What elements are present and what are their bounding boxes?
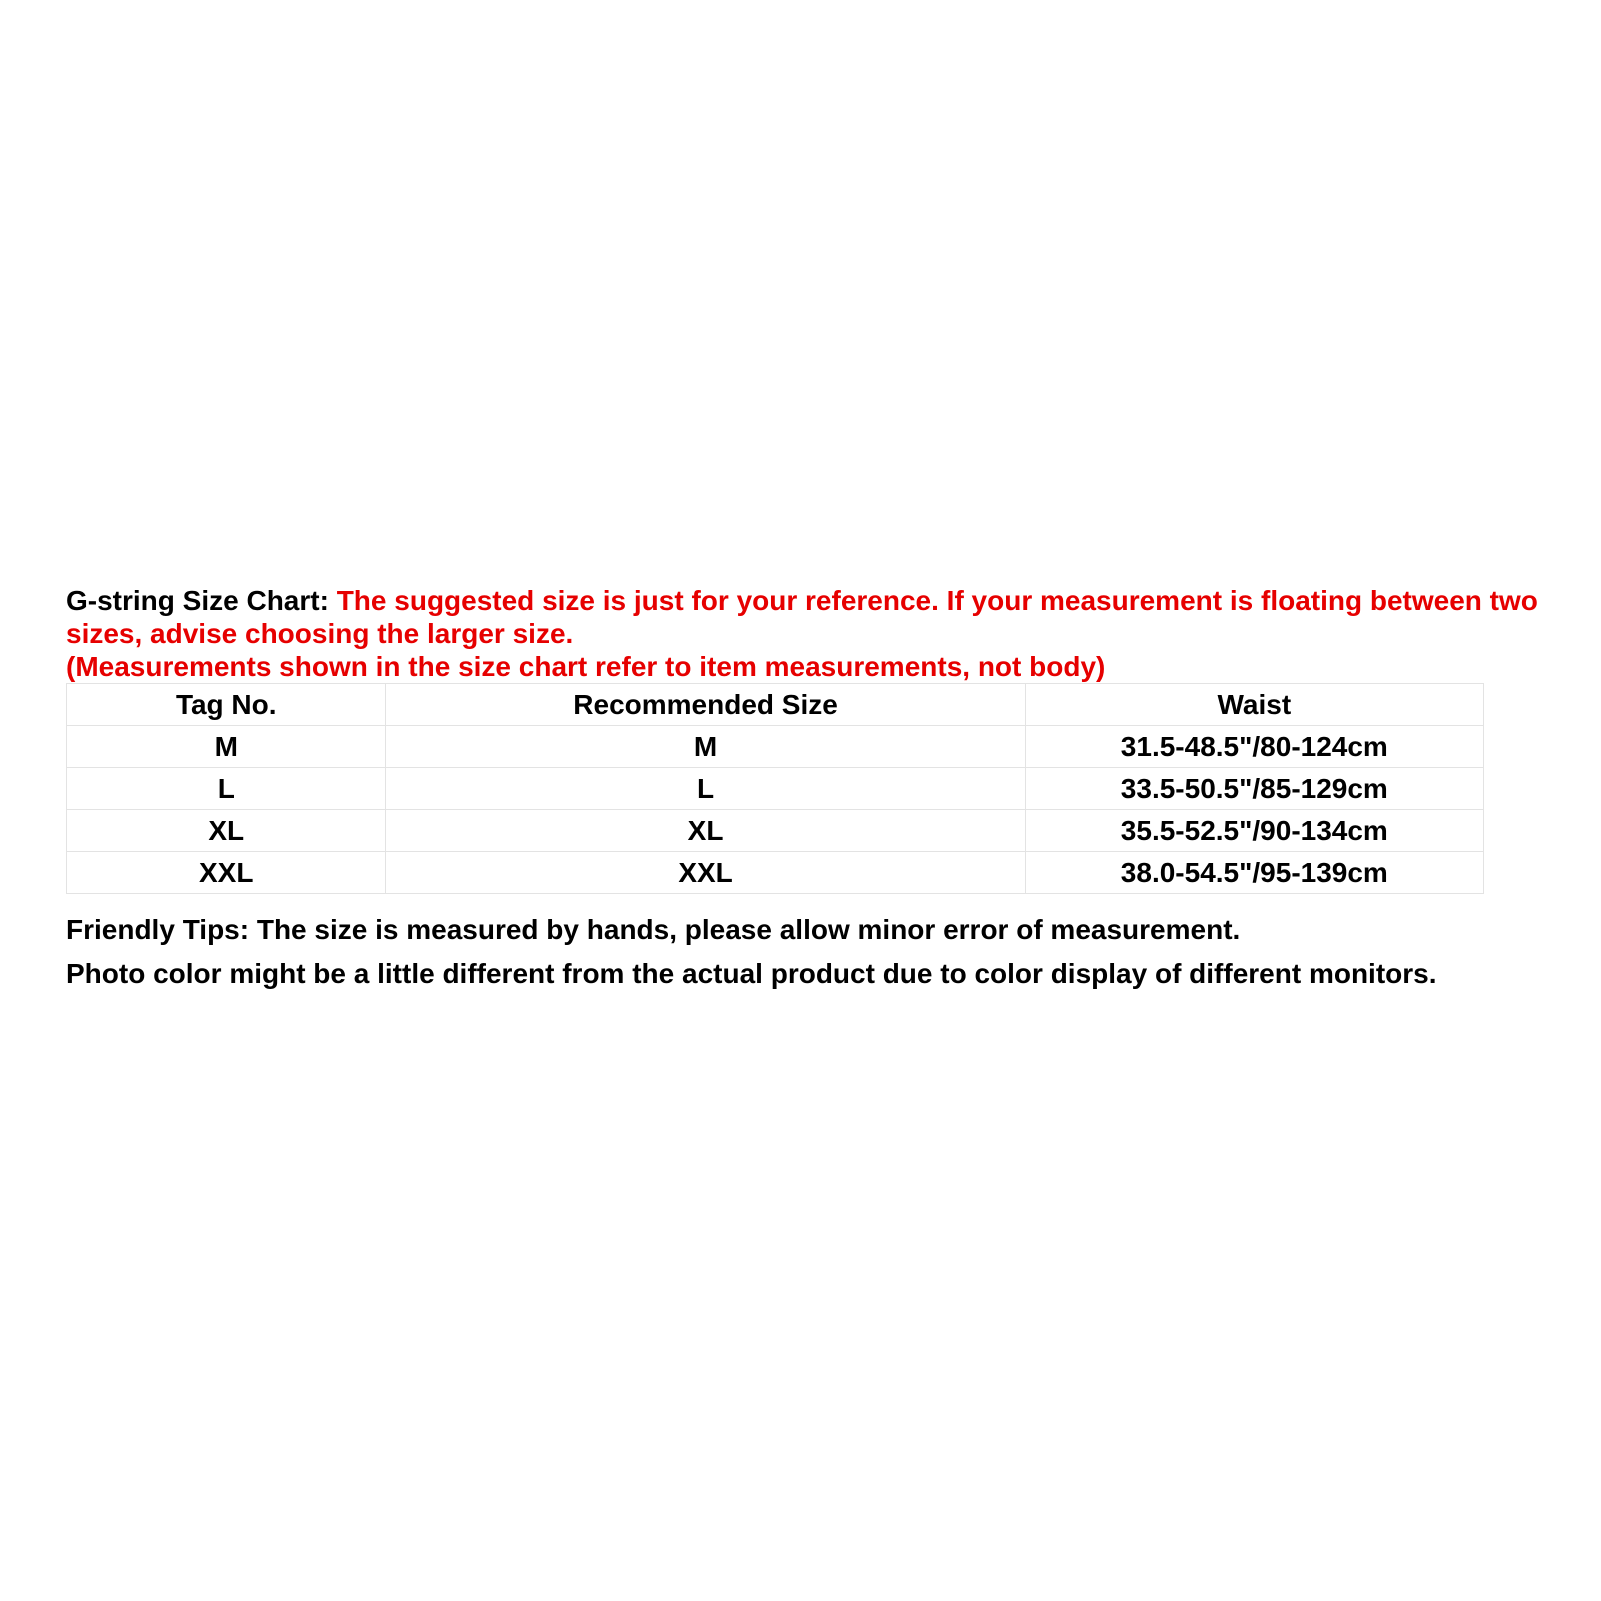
recommended-size-cell: M xyxy=(386,726,1025,768)
recommended-size-cell: XL xyxy=(386,810,1025,852)
tips-line-photo-color: Photo color might be a little different from the actual product due to color display of different monitors. xyxy=(66,958,1437,989)
table-row xyxy=(67,726,1484,768)
size-chart-title: G-string Size Chart: xyxy=(66,585,329,616)
size-chart-intro xyxy=(66,584,1546,683)
tag-no-cell: XL xyxy=(67,810,386,852)
tips-line-measurement: Friendly Tips: The size is measured by hands, please allow minor error of measurement. xyxy=(66,914,1241,945)
column-header-waist: Waist xyxy=(1025,684,1483,726)
size-chart-content xyxy=(66,584,1546,996)
table-row xyxy=(67,852,1484,894)
tag-no-cell: M xyxy=(67,726,386,768)
size-table xyxy=(66,683,1484,894)
table-header-row xyxy=(67,684,1484,726)
measurement-note: (Measurements shown in the size chart refer to item measurements, not body) xyxy=(66,651,1106,682)
friendly-tips xyxy=(66,908,1546,996)
column-header-tag-no: Tag No. xyxy=(67,684,386,726)
waist-cell: 38.0-54.5"/95-139cm xyxy=(1025,852,1483,894)
tag-no-cell: L xyxy=(67,768,386,810)
size-advice-text: The suggested size is just for your reference. If your measurement is floating between two sizes, advise choosing the larger size. xyxy=(66,585,1538,649)
waist-cell: 31.5-48.5"/80-124cm xyxy=(1025,726,1483,768)
recommended-size-cell: XXL xyxy=(386,852,1025,894)
recommended-size-cell: L xyxy=(386,768,1025,810)
table-row xyxy=(67,768,1484,810)
column-header-recommended-size: Recommended Size xyxy=(386,684,1025,726)
table-row xyxy=(67,810,1484,852)
tag-no-cell: XXL xyxy=(67,852,386,894)
waist-cell: 33.5-50.5"/85-129cm xyxy=(1025,768,1483,810)
waist-cell: 35.5-52.5"/90-134cm xyxy=(1025,810,1483,852)
